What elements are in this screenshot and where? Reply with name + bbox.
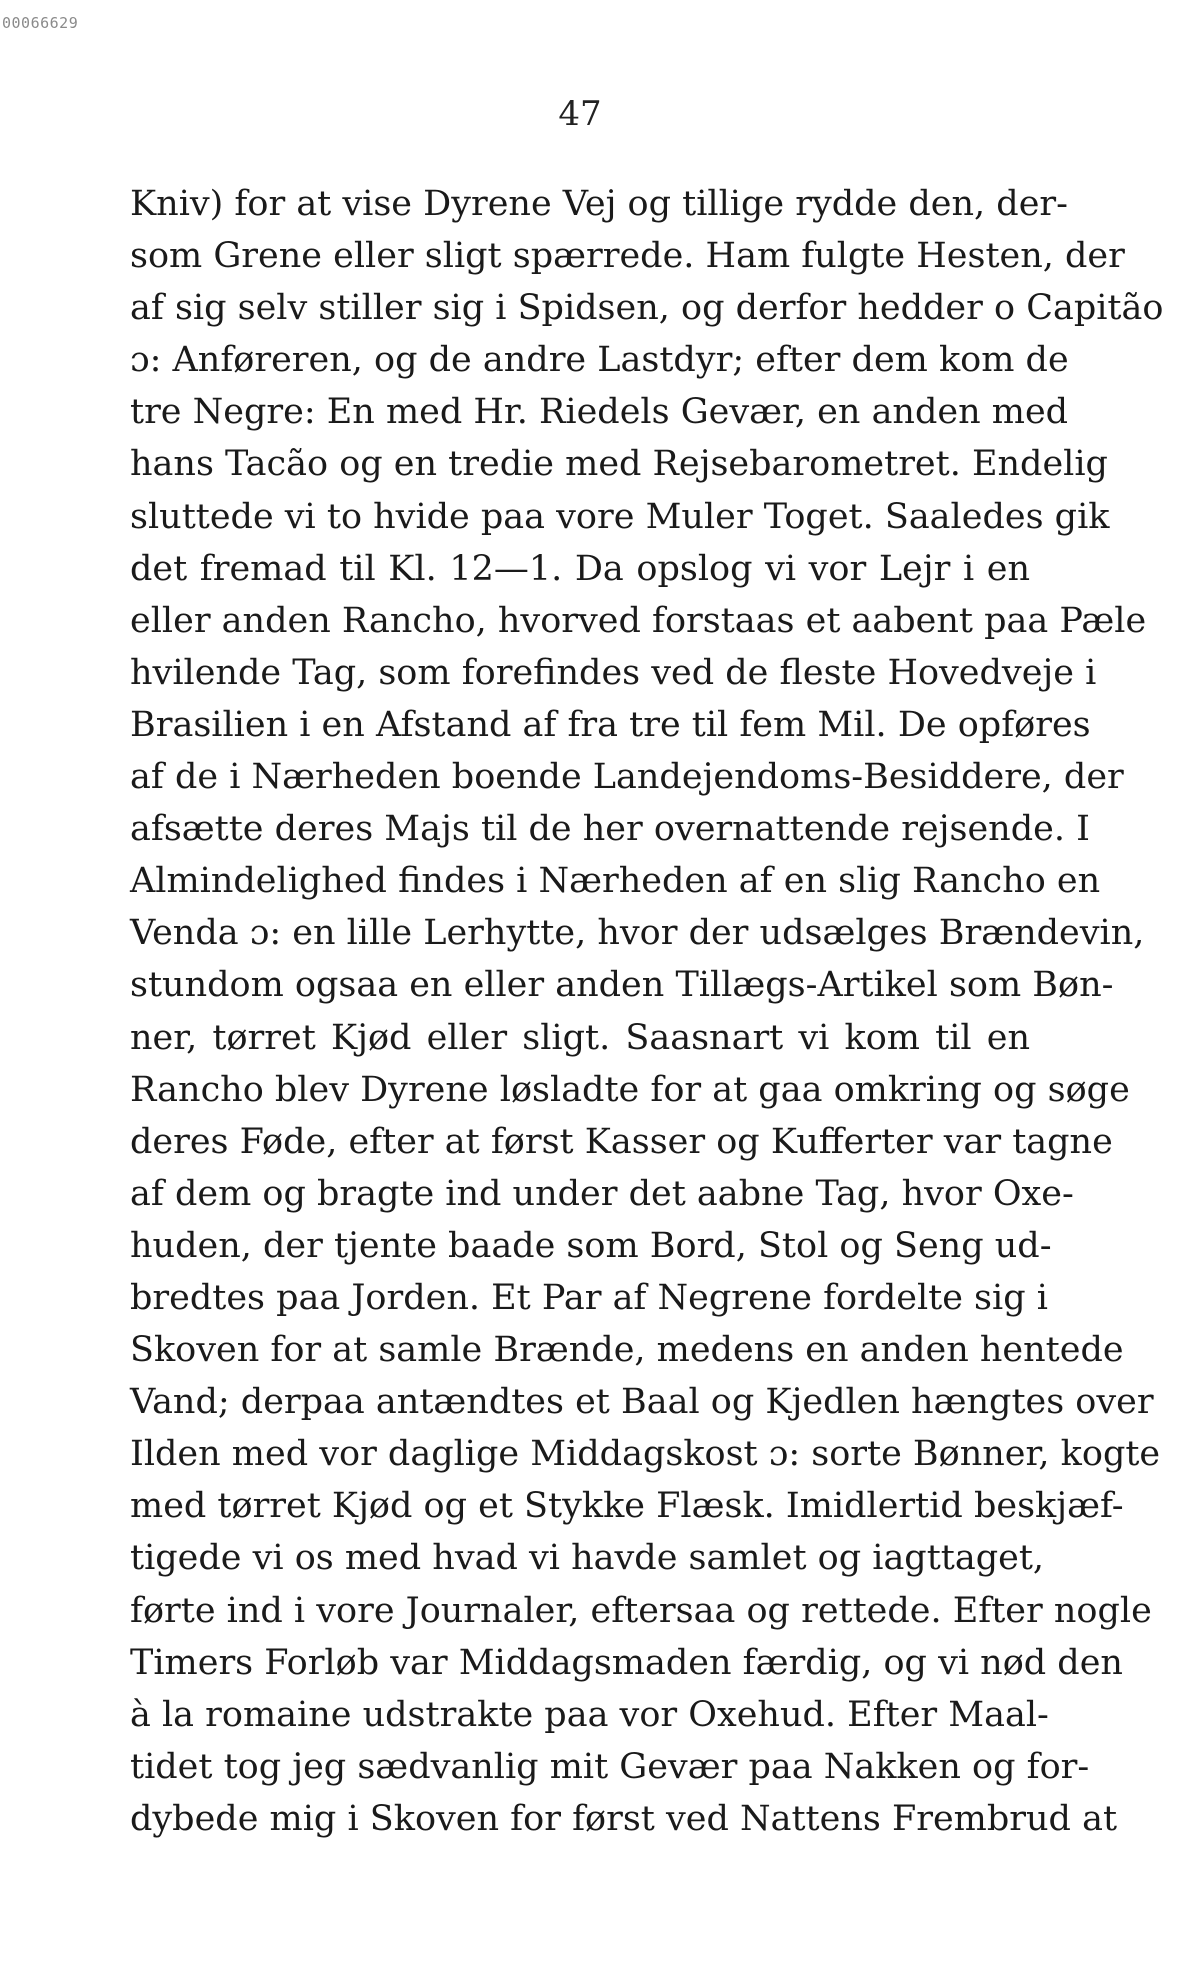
- text-line: det fremad til Kl. 12—1. Da opslog vi vor Lejr i en: [130, 548, 1030, 589]
- text-line: hans Tacão og en tredie med Rejsebarometret. Endelig: [130, 444, 1108, 485]
- text-line: af de i Nærheden boende Landejendoms-Besiddere, der: [130, 757, 1124, 798]
- scan-id-label: 00066629: [2, 14, 79, 32]
- text-line: med tørret Kjød og et Stykke Flæsk. Imidlertid beskjæf-: [130, 1486, 1124, 1527]
- text-line: tre Negre: En med Hr. Riedels Gevær, en anden med: [130, 392, 1069, 433]
- text-line: Vand; derpaa antændtes et Baal og Kjedlen hængtes over: [130, 1382, 1154, 1423]
- text-line: Brasilien i en Afstand af fra tre til fem Mil. De opføres: [130, 704, 1091, 745]
- text-line: stundom ogsaa en eller anden Tillægs-Artikel som Bøn-: [130, 965, 1114, 1006]
- text-line: huden, der tjente baade som Bord, Stol og Seng ud-: [130, 1225, 1052, 1266]
- text-line: Skoven for at samle Brænde, medens en anden hentede: [130, 1330, 1124, 1371]
- text-line: hvilende Tag, som forefindes ved de fleste Hovedveje i: [130, 652, 1097, 693]
- text-line: Ilden med vor daglige Middagskost ɔ: sorte Bønner, kogte: [130, 1434, 1161, 1475]
- text-line: sluttede vi to hvide paa vore Muler Toget. Saaledes gik: [130, 496, 1110, 537]
- text-line: tidet tog jeg sædvanlig mit Gevær paa Nakken og for-: [130, 1746, 1090, 1787]
- text-line: tigede vi os med hvad vi havde samlet og iagttaget,: [130, 1538, 1045, 1579]
- text-line: deres Føde, efter at først Kasser og Kufferter var tagne: [130, 1121, 1113, 1162]
- text-line: Timers Forløb var Middagsmaden færdig, og vi nød den: [130, 1642, 1123, 1683]
- text-line: af sig selv stiller sig i Spidsen, og derfor hedder o Capitão: [130, 288, 1164, 329]
- text-line: Almindelighed findes i Nærheden af en slig Rancho en: [130, 861, 1101, 902]
- body-text: [130, 178, 1164, 1845]
- text-line: ner, tørret Kjød eller sligt. Saasnart vi kom til en: [130, 1017, 1030, 1058]
- text-line: eller anden Rancho, hvorved forstaas et aabent paa Pæle: [130, 600, 1147, 641]
- text-line: førte ind i vore Journaler, eftersaa og rettede. Efter nogle: [130, 1590, 1152, 1631]
- page-number: 47: [558, 94, 602, 134]
- text-line: af dem og bragte ind under det aabne Tag, hvor Oxe-: [130, 1173, 1074, 1214]
- text-line: afsætte deres Majs til de her overnattende rejsende. I: [130, 809, 1090, 850]
- text-line: ɔ: Anføreren, og de andre Lastdyr; efter dem kom de: [130, 340, 1069, 381]
- text-line: bredtes paa Jorden. Et Par af Negrene fordelte sig i: [130, 1277, 1048, 1318]
- text-line: Kniv) for at vise Dyrene Vej og tillige rydde den, der-: [130, 184, 1068, 224]
- text-line: à la romaine udstrakte paa vor Oxehud. Efter Maal-: [130, 1694, 1049, 1735]
- text-line: Venda ɔ: en lille Lerhytte, hvor der udsælges Brændevin,: [130, 913, 1145, 954]
- text-line: som Grene eller sligt spærrede. Ham fulgte Hesten, der: [130, 236, 1125, 277]
- text-line: dybede mig i Skoven for først ved Nattens Frembrud at: [130, 1798, 1118, 1839]
- text-line: Rancho blev Dyrene løsladte for at gaa omkring og søge: [130, 1069, 1130, 1110]
